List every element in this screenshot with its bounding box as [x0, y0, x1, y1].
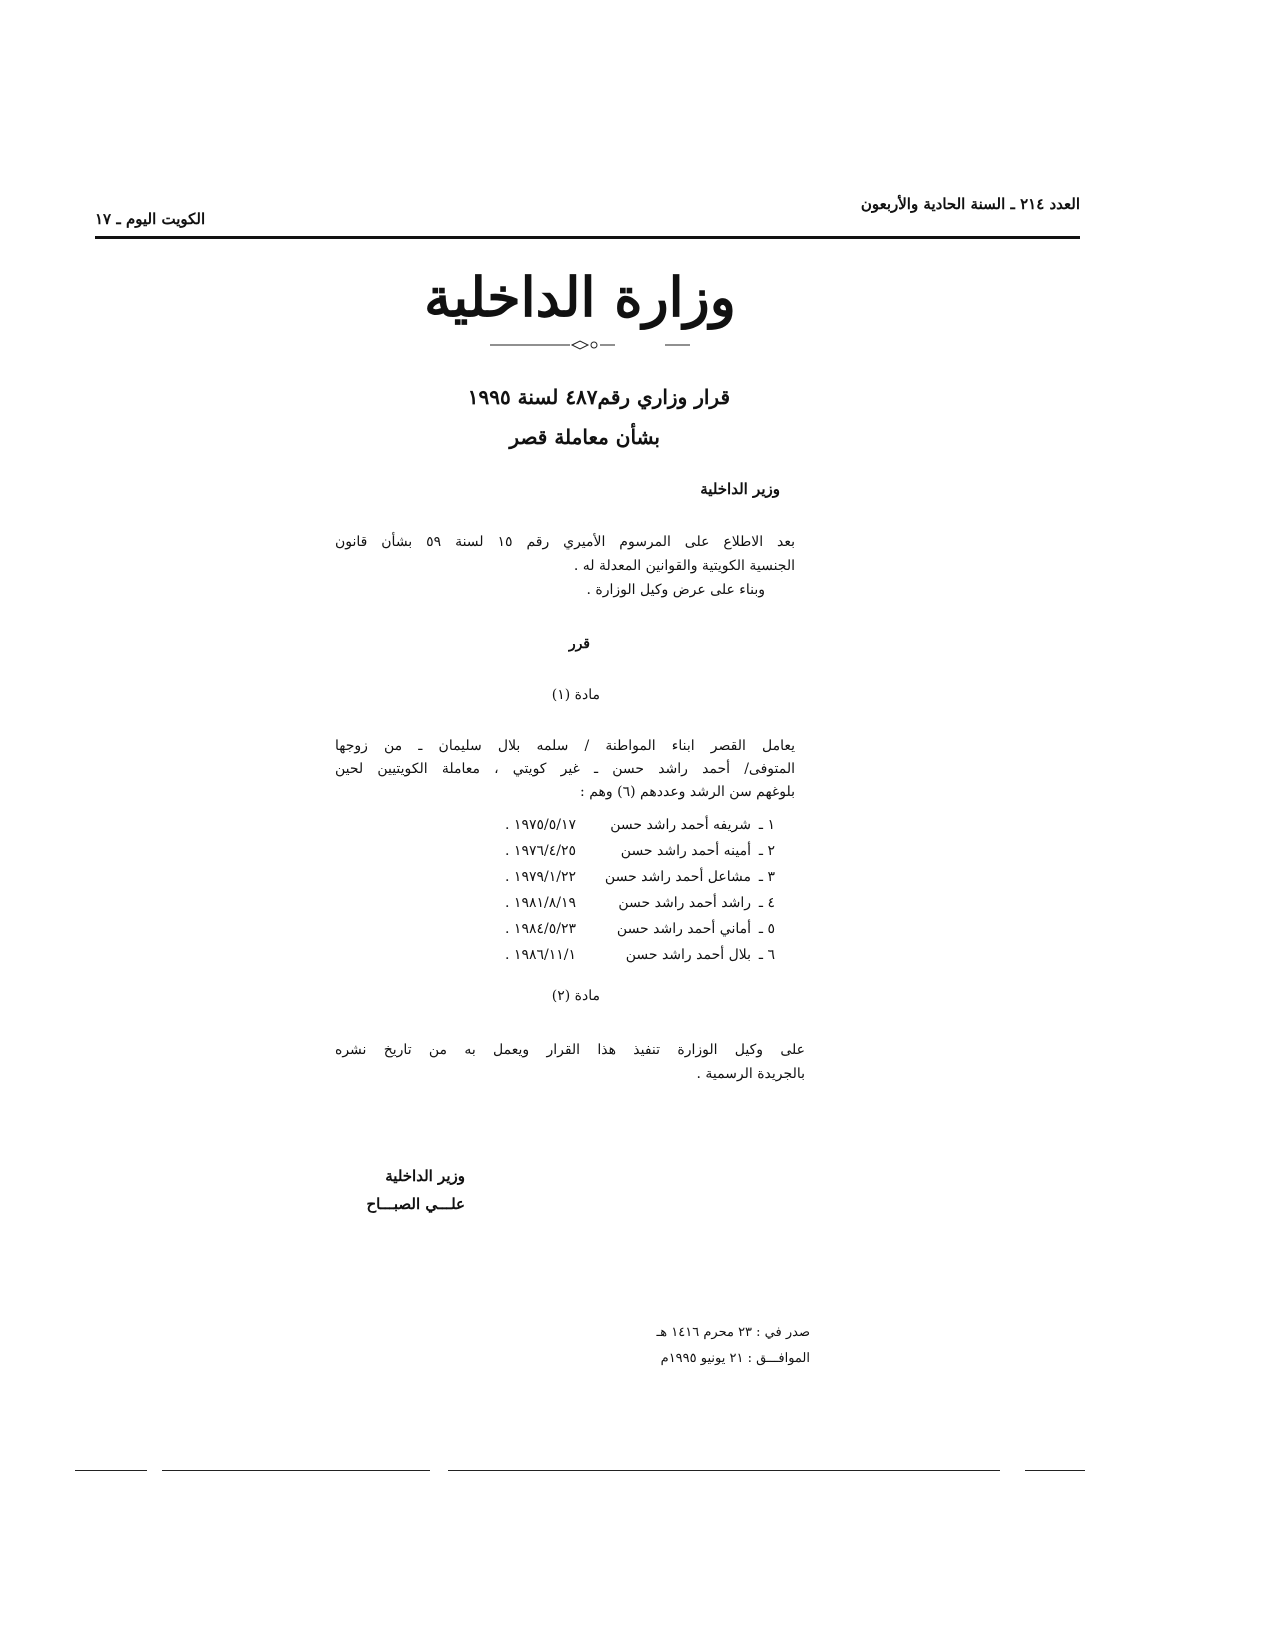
birth-date: ١٩٨٤/٥/٢٣ .	[505, 921, 576, 937]
birth-date: ١٩٧٩/١/٢٢ .	[505, 869, 576, 885]
item-number: ٤ ـ	[758, 895, 775, 911]
list-item	[440, 838, 775, 864]
child-name: أمينه أحمد راشد حسن	[620, 843, 751, 859]
article-line: يعامل القصر ابناء المواطنة / سلمه بلال سليمان ـ من زوجها	[335, 738, 795, 754]
signature-role: وزير الداخلية	[385, 1167, 465, 1185]
preamble-line: وبناء على عرض وكيل الوزارة .	[586, 582, 765, 598]
issue-date	[630, 1320, 810, 1372]
list-item	[440, 864, 775, 890]
footer-rule	[75, 1470, 147, 1471]
item-number: ١ ـ	[758, 817, 775, 833]
birth-date: ١٩٨٦/١١/١ .	[505, 947, 576, 963]
issue-date-hijri: صدر في : ٢٣ محرم ١٤١٦ هـ	[656, 1325, 810, 1340]
preamble-line: الجنسية الكويتية والقوانين المعدلة له .	[573, 558, 795, 574]
article-2-heading: مادة (٢)	[551, 988, 600, 1004]
article-line: بلوغهم سن الرشد وعددهم (٦) وهم :	[580, 784, 795, 800]
birth-date: ١٩٨١/٨/١٩ .	[505, 895, 576, 911]
footer-rule	[448, 1470, 1000, 1471]
child-name: راشد أحمد راشد حسن	[618, 895, 751, 911]
decision-subtitle: بشأن معاملة قصر	[509, 425, 660, 449]
children-list	[440, 812, 775, 968]
preamble-line: بعد الاطلاع على المرسوم الأميري رقم ١٥ لسنة ٥٩ بشأن قانون	[335, 534, 796, 550]
list-item	[440, 890, 775, 916]
header-rule	[95, 236, 1080, 239]
list-item	[440, 812, 775, 838]
footer-rule	[162, 1470, 430, 1471]
footer-rule	[1025, 1470, 1085, 1471]
article-line: المتوفى/ أحمد راشد حسن ـ غير كويتي ، معاملة الكويتيين لحين	[335, 761, 795, 777]
child-name: مشاعل أحمد راشد حسن	[604, 869, 751, 885]
article-line: على وكيل الوزارة تنفيذ هذا القرار ويعمل به من تاريخ نشره	[335, 1042, 805, 1058]
publication-page: الكويت اليوم ـ ١٧	[95, 210, 206, 228]
article-line: بالجريدة الرسمية .	[696, 1066, 805, 1082]
birth-date: ١٩٧٥/٥/١٧ .	[505, 817, 576, 833]
ministry-logo: وزارة الداخلية	[424, 265, 736, 329]
child-name: أماني أحمد راشد حسن	[616, 921, 751, 937]
preamble	[335, 530, 795, 602]
list-item	[440, 916, 775, 942]
birth-date: ١٩٧٦/٤/٢٥ .	[505, 843, 576, 859]
item-number: ٦ ـ	[758, 947, 775, 963]
decision-title: قرار وزاري رقم٤٨٧ لسنة ١٩٩٥	[467, 385, 730, 409]
signature-name: علـــي الصبـــاح	[366, 1195, 465, 1213]
item-number: ٣ ـ	[758, 869, 775, 885]
logo-ornament	[490, 338, 690, 352]
article-1-body	[335, 735, 795, 804]
child-name: بلال أحمد راشد حسن	[625, 947, 751, 963]
list-item	[440, 942, 775, 968]
article-2-body	[335, 1038, 805, 1086]
article-1-heading: مادة (١)	[551, 687, 600, 703]
issuer: وزير الداخلية	[700, 480, 780, 498]
issue-date-gregorian: الموافـــق : ٢١ يونيو ١٩٩٥م	[660, 1351, 810, 1366]
decreed-heading: قرر	[568, 636, 590, 652]
child-name: شريفه أحمد راشد حسن	[610, 817, 751, 833]
signature-block	[335, 1162, 465, 1218]
item-number: ٥ ـ	[758, 921, 775, 937]
item-number: ٢ ـ	[758, 843, 775, 859]
issue-number: العدد ٢١٤ ـ السنة الحادية والأربعون	[860, 195, 1080, 213]
